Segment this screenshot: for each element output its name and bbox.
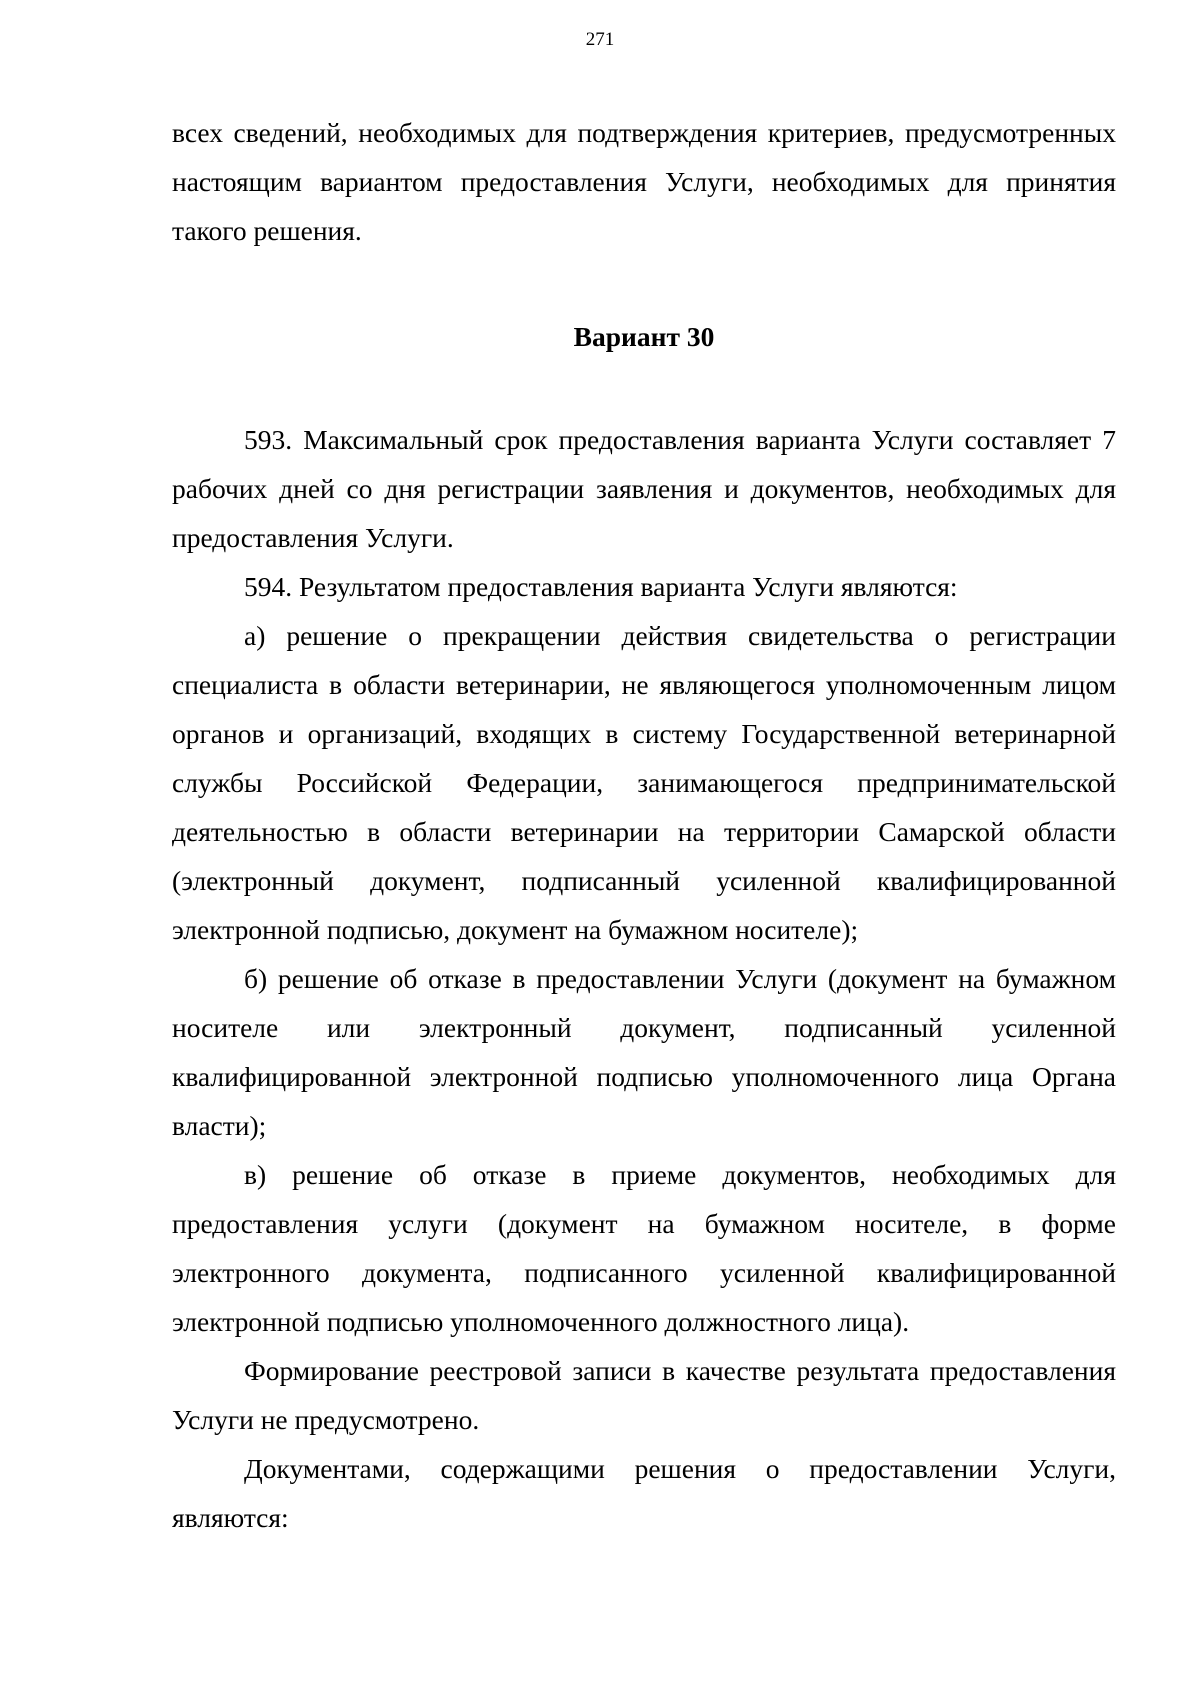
document-body xyxy=(172,108,1116,1542)
section-heading: Вариант 30 xyxy=(573,321,715,352)
intro-paragraph: всех сведений, необходимых для подтверждения критериев, предусмотренных настоящим вариантом предоставления Услуги, необходимых для принятия такого решения. xyxy=(172,117,1116,246)
paragraph-registry-record: Формирование реестровой записи в качестве результата предоставления Услуги не предусмотрено. xyxy=(172,1355,1116,1435)
paragraph-593: 593. Максимальный срок предоставления варианта Услуги составляет 7 рабочих дней со дня регистрации заявления и документов, необходимых для предоставления Услуги. xyxy=(172,424,1116,553)
page-number: 271 xyxy=(585,29,615,50)
paragraph-decision-documents: Документами, содержащими решения о предоставлении Услуги, являются: xyxy=(172,1453,1116,1533)
list-item-v: в) решение об отказе в приеме документов, необходимых для предоставления услуги (документ на бумажном носителе, в форме электронного документа, подписанного усиленной квалифицированной электронной подписью уполномоченного должностного лица). xyxy=(172,1159,1116,1337)
list-item-a: а) решение о прекращении действия свидетельства о регистрации специалиста в области ветеринарии, не являющегося уполномоченным лицом органов и организаций, входящих в систему Государственной ветеринарной службы Российской Федерации, занимающегося предпринимательской деятельностью в области ветеринарии на территории Самарской области (электронный документ, подписанный усиленной квалифицированной электронной подписью, документ на бумажном носителе); xyxy=(172,620,1116,945)
paragraph-594: 594. Результатом предоставления варианта Услуги являются: xyxy=(244,571,958,602)
list-item-b: б) решение об отказе в предоставлении Услуги (документ на бумажном носителе или электронный документ, подписанный усиленной квалифицированной электронной подписью уполномоченного лица Органа власти); xyxy=(172,963,1116,1141)
